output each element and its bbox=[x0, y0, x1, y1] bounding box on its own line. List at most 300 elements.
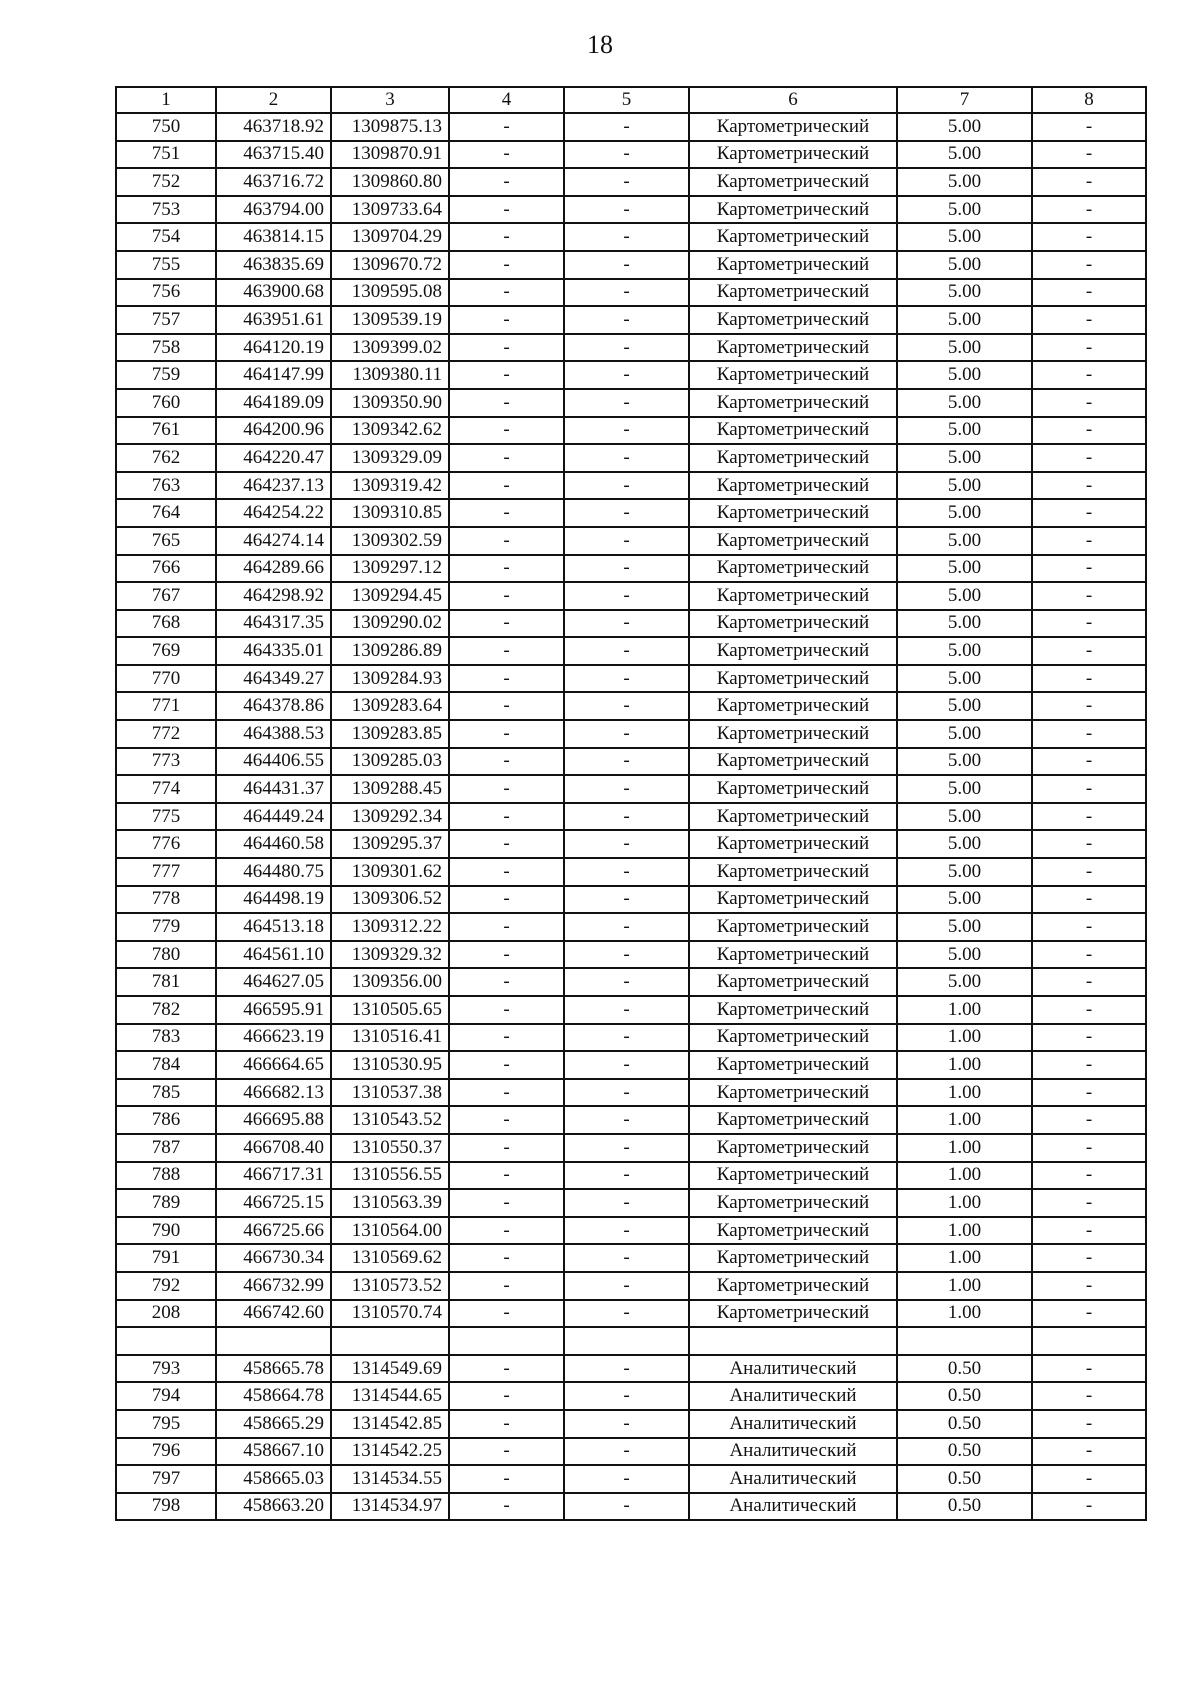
method-cell: Картометрический bbox=[689, 223, 897, 251]
accuracy-cell: 5.00 bbox=[897, 527, 1032, 555]
table-row bbox=[116, 527, 1146, 555]
x-coordinate-cell: 466682.13 bbox=[216, 1079, 331, 1107]
y-coordinate-cell: 1310516.41 bbox=[331, 1024, 449, 1052]
table-row bbox=[116, 1189, 1146, 1217]
y-coordinate-cell: 1309860.80 bbox=[331, 168, 449, 196]
column-4-cell: - bbox=[449, 968, 564, 996]
method-cell: Картометрический bbox=[689, 775, 897, 803]
column-5-cell: - bbox=[564, 306, 689, 334]
x-coordinate-cell: 464627.05 bbox=[216, 968, 331, 996]
point-number-cell: 784 bbox=[116, 1051, 216, 1079]
table-row bbox=[116, 968, 1146, 996]
column-4-cell: - bbox=[449, 748, 564, 776]
column-8-cell: - bbox=[1032, 692, 1146, 720]
column-8-cell: - bbox=[1032, 858, 1146, 886]
accuracy-cell: 1.00 bbox=[897, 1079, 1032, 1107]
table-row bbox=[116, 913, 1146, 941]
method-cell: Картометрический bbox=[689, 417, 897, 445]
column-5-cell: - bbox=[564, 1438, 689, 1466]
method-cell: Картометрический bbox=[689, 913, 897, 941]
x-coordinate-cell: 464513.18 bbox=[216, 913, 331, 941]
x-coordinate-cell: 464274.14 bbox=[216, 527, 331, 555]
point-number-cell: 758 bbox=[116, 334, 216, 362]
point-number-cell: 757 bbox=[116, 306, 216, 334]
accuracy-cell: 1.00 bbox=[897, 1024, 1032, 1052]
method-cell: Картометрический bbox=[689, 1217, 897, 1245]
table-row bbox=[116, 637, 1146, 665]
accuracy-cell: 5.00 bbox=[897, 472, 1032, 500]
x-coordinate-cell: 466664.65 bbox=[216, 1051, 331, 1079]
method-cell: Картометрический bbox=[689, 279, 897, 307]
y-coordinate-cell: 1314549.69 bbox=[331, 1355, 449, 1383]
point-number-cell: 750 bbox=[116, 113, 216, 141]
table-row bbox=[116, 1217, 1146, 1245]
y-coordinate-cell: 1309295.37 bbox=[331, 830, 449, 858]
point-number-cell: 779 bbox=[116, 913, 216, 941]
column-5-cell: - bbox=[564, 858, 689, 886]
point-number-cell: 755 bbox=[116, 251, 216, 279]
accuracy-cell: 5.00 bbox=[897, 251, 1032, 279]
table-row bbox=[116, 748, 1146, 776]
table-row bbox=[116, 334, 1146, 362]
table-row bbox=[116, 830, 1146, 858]
accuracy-cell: 1.00 bbox=[897, 1300, 1032, 1328]
point-number-cell bbox=[116, 1327, 216, 1355]
x-coordinate-cell: 464406.55 bbox=[216, 748, 331, 776]
column-8-cell: - bbox=[1032, 223, 1146, 251]
x-coordinate-cell: 466725.66 bbox=[216, 1217, 331, 1245]
point-number-cell: 781 bbox=[116, 968, 216, 996]
method-cell: Картометрический bbox=[689, 1106, 897, 1134]
column-8-cell: - bbox=[1032, 886, 1146, 914]
x-coordinate-cell: 458665.78 bbox=[216, 1355, 331, 1383]
method-cell: Картометрический bbox=[689, 1272, 897, 1300]
x-coordinate-cell: 464378.86 bbox=[216, 692, 331, 720]
column-4-cell: - bbox=[449, 665, 564, 693]
table-row bbox=[116, 279, 1146, 307]
column-8-cell bbox=[1032, 1327, 1146, 1355]
accuracy-cell: 0.50 bbox=[897, 1438, 1032, 1466]
column-8-cell: - bbox=[1032, 1465, 1146, 1493]
method-cell: Аналитический bbox=[689, 1410, 897, 1438]
x-coordinate-cell: 464147.99 bbox=[216, 361, 331, 389]
column-8-cell: - bbox=[1032, 527, 1146, 555]
column-8-cell: - bbox=[1032, 748, 1146, 776]
point-number-cell: 792 bbox=[116, 1272, 216, 1300]
column-5-cell: - bbox=[564, 803, 689, 831]
x-coordinate-cell: 463951.61 bbox=[216, 306, 331, 334]
table-row bbox=[116, 555, 1146, 583]
x-coordinate-cell: 466717.31 bbox=[216, 1162, 331, 1190]
column-5-cell: - bbox=[564, 361, 689, 389]
y-coordinate-cell: 1310564.00 bbox=[331, 1217, 449, 1245]
column-8-cell: - bbox=[1032, 941, 1146, 969]
y-coordinate-cell: 1310537.38 bbox=[331, 1079, 449, 1107]
coordinates-table bbox=[115, 86, 1147, 1521]
column-4-cell: - bbox=[449, 168, 564, 196]
column-4-cell: - bbox=[449, 251, 564, 279]
method-cell: Картометрический bbox=[689, 1189, 897, 1217]
x-coordinate-cell: 463900.68 bbox=[216, 279, 331, 307]
accuracy-cell: 1.00 bbox=[897, 1244, 1032, 1272]
column-5-cell: - bbox=[564, 168, 689, 196]
table-row bbox=[116, 1134, 1146, 1162]
table-row bbox=[116, 1438, 1146, 1466]
table-row bbox=[116, 168, 1146, 196]
column-5-cell: - bbox=[564, 1217, 689, 1245]
x-coordinate-cell: 458665.03 bbox=[216, 1465, 331, 1493]
x-coordinate-cell: 464220.47 bbox=[216, 444, 331, 472]
column-8-cell: - bbox=[1032, 141, 1146, 169]
column-5-cell: - bbox=[564, 996, 689, 1024]
accuracy-cell: 5.00 bbox=[897, 720, 1032, 748]
column-8-cell: - bbox=[1032, 472, 1146, 500]
table-row bbox=[116, 1272, 1146, 1300]
column-5-cell: - bbox=[564, 1465, 689, 1493]
point-number-cell: 793 bbox=[116, 1355, 216, 1383]
column-8-cell: - bbox=[1032, 775, 1146, 803]
accuracy-cell: 5.00 bbox=[897, 830, 1032, 858]
method-cell: Картометрический bbox=[689, 1162, 897, 1190]
y-coordinate-cell: 1314534.55 bbox=[331, 1465, 449, 1493]
x-coordinate-cell: 466732.99 bbox=[216, 1272, 331, 1300]
column-5-cell: - bbox=[564, 196, 689, 224]
column-4-cell: - bbox=[449, 444, 564, 472]
point-number-cell: 797 bbox=[116, 1465, 216, 1493]
method-cell: Картометрический bbox=[689, 472, 897, 500]
point-number-cell: 762 bbox=[116, 444, 216, 472]
y-coordinate-cell: 1309319.42 bbox=[331, 472, 449, 500]
y-coordinate-cell: 1309704.29 bbox=[331, 223, 449, 251]
point-number-cell: 787 bbox=[116, 1134, 216, 1162]
point-number-cell: 765 bbox=[116, 527, 216, 555]
y-coordinate-cell: 1309301.62 bbox=[331, 858, 449, 886]
column-4-cell: - bbox=[449, 1244, 564, 1272]
column-5-cell: - bbox=[564, 334, 689, 362]
point-number-cell: 780 bbox=[116, 941, 216, 969]
method-cell: Картометрический bbox=[689, 306, 897, 334]
y-coordinate-cell: 1309284.93 bbox=[331, 665, 449, 693]
x-coordinate-cell: 464317.35 bbox=[216, 610, 331, 638]
column-4-cell: - bbox=[449, 913, 564, 941]
method-cell: Картометрический bbox=[689, 251, 897, 279]
table-row bbox=[116, 417, 1146, 445]
method-cell: Картометрический bbox=[689, 113, 897, 141]
accuracy-cell: 5.00 bbox=[897, 444, 1032, 472]
y-coordinate-cell: 1309306.52 bbox=[331, 886, 449, 914]
column-5-cell: - bbox=[564, 1106, 689, 1134]
column-8-cell: - bbox=[1032, 1189, 1146, 1217]
table-row bbox=[116, 582, 1146, 610]
column-8-cell: - bbox=[1032, 1134, 1146, 1162]
column-4-cell: - bbox=[449, 1189, 564, 1217]
table-row bbox=[116, 775, 1146, 803]
table-row bbox=[116, 1244, 1146, 1272]
table-row bbox=[116, 720, 1146, 748]
table-row bbox=[116, 886, 1146, 914]
column-4-cell: - bbox=[449, 1493, 564, 1521]
accuracy-cell: 1.00 bbox=[897, 1189, 1032, 1217]
column-5-cell: - bbox=[564, 113, 689, 141]
point-number-cell: 773 bbox=[116, 748, 216, 776]
column-8-cell: - bbox=[1032, 499, 1146, 527]
point-number-cell: 782 bbox=[116, 996, 216, 1024]
column-5-cell: - bbox=[564, 1300, 689, 1328]
table-row bbox=[116, 1465, 1146, 1493]
accuracy-cell: 5.00 bbox=[897, 361, 1032, 389]
y-coordinate-cell: 1310569.62 bbox=[331, 1244, 449, 1272]
point-number-cell: 751 bbox=[116, 141, 216, 169]
method-cell: Аналитический bbox=[689, 1382, 897, 1410]
column-4-cell: - bbox=[449, 1300, 564, 1328]
column-8-cell: - bbox=[1032, 665, 1146, 693]
column-4-cell: - bbox=[449, 499, 564, 527]
method-cell: Аналитический bbox=[689, 1438, 897, 1466]
column-4-cell: - bbox=[449, 830, 564, 858]
column-8-cell: - bbox=[1032, 996, 1146, 1024]
column-8-cell: - bbox=[1032, 306, 1146, 334]
x-coordinate-cell: 464449.24 bbox=[216, 803, 331, 831]
y-coordinate-cell: 1309290.02 bbox=[331, 610, 449, 638]
header-cell: 7 bbox=[897, 87, 1032, 113]
method-cell: Картометрический bbox=[689, 334, 897, 362]
x-coordinate-cell: 466742.60 bbox=[216, 1300, 331, 1328]
method-cell: Картометрический bbox=[689, 444, 897, 472]
column-5-cell: - bbox=[564, 279, 689, 307]
column-5-cell: - bbox=[564, 444, 689, 472]
accuracy-cell: 5.00 bbox=[897, 610, 1032, 638]
method-cell: Картометрический bbox=[689, 499, 897, 527]
y-coordinate-cell: 1309310.85 bbox=[331, 499, 449, 527]
column-8-cell: - bbox=[1032, 582, 1146, 610]
column-8-cell: - bbox=[1032, 168, 1146, 196]
table-row bbox=[116, 1410, 1146, 1438]
column-8-cell: - bbox=[1032, 610, 1146, 638]
table-row bbox=[116, 223, 1146, 251]
x-coordinate-cell: 464120.19 bbox=[216, 334, 331, 362]
accuracy-cell: 0.50 bbox=[897, 1355, 1032, 1383]
method-cell: Картометрический bbox=[689, 527, 897, 555]
point-number-cell: 785 bbox=[116, 1079, 216, 1107]
table-row bbox=[116, 1079, 1146, 1107]
y-coordinate-cell: 1309302.59 bbox=[331, 527, 449, 555]
x-coordinate-cell: 463718.92 bbox=[216, 113, 331, 141]
column-5-cell: - bbox=[564, 941, 689, 969]
column-4-cell: - bbox=[449, 334, 564, 362]
column-4-cell: - bbox=[449, 610, 564, 638]
column-5-cell: - bbox=[564, 748, 689, 776]
accuracy-cell: 5.00 bbox=[897, 168, 1032, 196]
x-coordinate-cell: 464200.96 bbox=[216, 417, 331, 445]
accuracy-cell: 0.50 bbox=[897, 1493, 1032, 1521]
column-5-cell: - bbox=[564, 1355, 689, 1383]
y-coordinate-cell: 1309288.45 bbox=[331, 775, 449, 803]
x-coordinate-cell: 466730.34 bbox=[216, 1244, 331, 1272]
y-coordinate-cell: 1309356.00 bbox=[331, 968, 449, 996]
column-5-cell: - bbox=[564, 417, 689, 445]
method-cell: Картометрический bbox=[689, 720, 897, 748]
table-row bbox=[116, 1106, 1146, 1134]
table-header-row bbox=[116, 87, 1146, 113]
column-4-cell: - bbox=[449, 361, 564, 389]
y-coordinate-cell: 1309342.62 bbox=[331, 417, 449, 445]
accuracy-cell: 5.00 bbox=[897, 941, 1032, 969]
column-4-cell: - bbox=[449, 1134, 564, 1162]
point-number-cell: 795 bbox=[116, 1410, 216, 1438]
accuracy-cell: 5.00 bbox=[897, 499, 1032, 527]
y-coordinate-cell: 1309292.34 bbox=[331, 803, 449, 831]
column-4-cell: - bbox=[449, 637, 564, 665]
accuracy-cell: 1.00 bbox=[897, 1106, 1032, 1134]
y-coordinate-cell: 1310505.65 bbox=[331, 996, 449, 1024]
point-number-cell: 759 bbox=[116, 361, 216, 389]
table-row bbox=[116, 499, 1146, 527]
point-number-cell: 770 bbox=[116, 665, 216, 693]
x-coordinate-cell: 466623.19 bbox=[216, 1024, 331, 1052]
point-number-cell: 796 bbox=[116, 1438, 216, 1466]
method-cell: Картометрический bbox=[689, 1134, 897, 1162]
accuracy-cell: 0.50 bbox=[897, 1465, 1032, 1493]
column-5-cell bbox=[564, 1327, 689, 1355]
method-cell: Картометрический bbox=[689, 582, 897, 610]
y-coordinate-cell: 1310570.74 bbox=[331, 1300, 449, 1328]
point-number-cell: 756 bbox=[116, 279, 216, 307]
accuracy-cell: 1.00 bbox=[897, 1051, 1032, 1079]
column-5-cell: - bbox=[564, 1162, 689, 1190]
y-coordinate-cell: 1310563.39 bbox=[331, 1189, 449, 1217]
column-8-cell: - bbox=[1032, 913, 1146, 941]
method-cell: Картометрический bbox=[689, 830, 897, 858]
x-coordinate-cell: 464335.01 bbox=[216, 637, 331, 665]
point-number-cell: 794 bbox=[116, 1382, 216, 1410]
column-5-cell: - bbox=[564, 610, 689, 638]
table-row bbox=[116, 941, 1146, 969]
column-8-cell: - bbox=[1032, 1355, 1146, 1383]
point-number-cell: 760 bbox=[116, 389, 216, 417]
accuracy-cell: 5.00 bbox=[897, 306, 1032, 334]
column-4-cell: - bbox=[449, 472, 564, 500]
column-5-cell: - bbox=[564, 1134, 689, 1162]
table-row bbox=[116, 803, 1146, 831]
method-cell: Аналитический bbox=[689, 1493, 897, 1521]
accuracy-cell: 5.00 bbox=[897, 141, 1032, 169]
accuracy-cell: 5.00 bbox=[897, 692, 1032, 720]
x-coordinate-cell: 464298.92 bbox=[216, 582, 331, 610]
accuracy-cell: 5.00 bbox=[897, 748, 1032, 776]
y-coordinate-cell: 1309283.85 bbox=[331, 720, 449, 748]
table-row bbox=[116, 1327, 1146, 1355]
column-8-cell: - bbox=[1032, 1162, 1146, 1190]
column-4-cell: - bbox=[449, 1410, 564, 1438]
column-5-cell: - bbox=[564, 968, 689, 996]
column-8-cell: - bbox=[1032, 444, 1146, 472]
column-4-cell: - bbox=[449, 417, 564, 445]
x-coordinate-cell: 466595.91 bbox=[216, 996, 331, 1024]
accuracy-cell: 5.00 bbox=[897, 665, 1032, 693]
table-row bbox=[116, 858, 1146, 886]
accuracy-cell: 5.00 bbox=[897, 775, 1032, 803]
column-8-cell: - bbox=[1032, 1382, 1146, 1410]
y-coordinate-cell: 1309670.72 bbox=[331, 251, 449, 279]
column-5-cell: - bbox=[564, 1051, 689, 1079]
column-5-cell: - bbox=[564, 665, 689, 693]
column-8-cell: - bbox=[1032, 1106, 1146, 1134]
column-5-cell: - bbox=[564, 251, 689, 279]
column-5-cell: - bbox=[564, 582, 689, 610]
method-cell: Картометрический bbox=[689, 748, 897, 776]
accuracy-cell: 5.00 bbox=[897, 417, 1032, 445]
y-coordinate-cell: 1310530.95 bbox=[331, 1051, 449, 1079]
column-4-cell: - bbox=[449, 886, 564, 914]
header-cell: 3 bbox=[331, 87, 449, 113]
column-5-cell: - bbox=[564, 886, 689, 914]
column-4-cell: - bbox=[449, 527, 564, 555]
column-5-cell: - bbox=[564, 1493, 689, 1521]
column-5-cell: - bbox=[564, 1410, 689, 1438]
point-number-cell: 789 bbox=[116, 1189, 216, 1217]
table-row bbox=[116, 1051, 1146, 1079]
accuracy-cell: 5.00 bbox=[897, 858, 1032, 886]
accuracy-cell: 5.00 bbox=[897, 223, 1032, 251]
column-4-cell: - bbox=[449, 775, 564, 803]
method-cell: Картометрический bbox=[689, 1079, 897, 1107]
column-4-cell: - bbox=[449, 196, 564, 224]
column-8-cell: - bbox=[1032, 830, 1146, 858]
method-cell: Картометрический bbox=[689, 610, 897, 638]
method-cell: Аналитический bbox=[689, 1465, 897, 1493]
method-cell: Картометрический bbox=[689, 555, 897, 583]
column-4-cell: - bbox=[449, 692, 564, 720]
column-8-cell: - bbox=[1032, 1051, 1146, 1079]
column-4-cell bbox=[449, 1327, 564, 1355]
point-number-cell: 776 bbox=[116, 830, 216, 858]
x-coordinate-cell: 464254.22 bbox=[216, 499, 331, 527]
x-coordinate-cell: 464349.27 bbox=[216, 665, 331, 693]
y-coordinate-cell: 1309870.91 bbox=[331, 141, 449, 169]
column-8-cell: - bbox=[1032, 196, 1146, 224]
column-8-cell: - bbox=[1032, 251, 1146, 279]
accuracy-cell: 5.00 bbox=[897, 279, 1032, 307]
method-cell: Картометрический bbox=[689, 168, 897, 196]
table-row bbox=[116, 306, 1146, 334]
column-5-cell: - bbox=[564, 637, 689, 665]
x-coordinate-cell: 464480.75 bbox=[216, 858, 331, 886]
column-5-cell: - bbox=[564, 1024, 689, 1052]
method-cell: Картометрический bbox=[689, 968, 897, 996]
y-coordinate-cell: 1309285.03 bbox=[331, 748, 449, 776]
page-number: 18 bbox=[587, 30, 613, 59]
point-number-cell: 208 bbox=[116, 1300, 216, 1328]
column-5-cell: - bbox=[564, 1382, 689, 1410]
method-cell: Картометрический bbox=[689, 858, 897, 886]
accuracy-cell: 1.00 bbox=[897, 1272, 1032, 1300]
point-number-cell: 798 bbox=[116, 1493, 216, 1521]
table-row bbox=[116, 389, 1146, 417]
accuracy-cell: 5.00 bbox=[897, 803, 1032, 831]
column-5-cell: - bbox=[564, 472, 689, 500]
x-coordinate-cell: 458663.20 bbox=[216, 1493, 331, 1521]
column-8-cell: - bbox=[1032, 1493, 1146, 1521]
method-cell: Картометрический bbox=[689, 196, 897, 224]
column-5-cell: - bbox=[564, 913, 689, 941]
accuracy-cell: 1.00 bbox=[897, 996, 1032, 1024]
header-cell: 4 bbox=[449, 87, 564, 113]
point-number-cell: 761 bbox=[116, 417, 216, 445]
accuracy-cell: 5.00 bbox=[897, 389, 1032, 417]
point-number-cell: 775 bbox=[116, 803, 216, 831]
column-8-cell: - bbox=[1032, 637, 1146, 665]
column-4-cell: - bbox=[449, 1051, 564, 1079]
